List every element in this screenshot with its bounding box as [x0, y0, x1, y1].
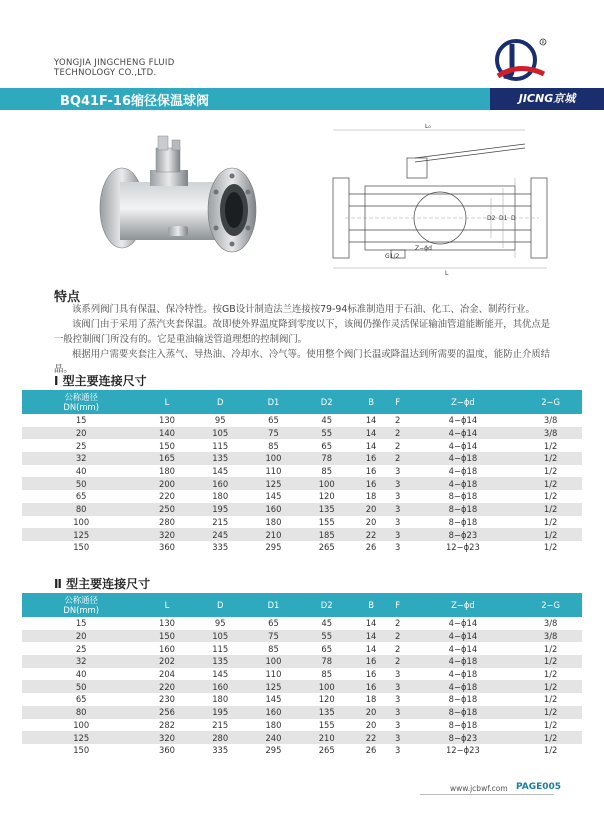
table-cell: 280 — [194, 731, 247, 744]
table-cell: 1/2 — [543, 466, 558, 477]
table-cell: 14 — [365, 618, 377, 629]
company-line-1: YONGJIA JINGCHENG FLUID — [54, 58, 175, 68]
table-cell: 14 — [353, 630, 389, 643]
company-logo — [492, 36, 548, 88]
label-zd: Z−ϕd — [415, 245, 432, 252]
table-cell: 78 — [300, 452, 353, 465]
table-cell: 204 — [158, 669, 175, 680]
column-header: D — [194, 390, 247, 414]
features-paragraph-1: 该系列阀门具有保温、保冷特性。按GB设计制造法兰连接按79-94标准制造用于石油、化工、冶金、制药行业。 — [72, 304, 535, 315]
table-cell: 3 — [395, 719, 401, 730]
table-cell: 8−ϕ18 — [448, 491, 478, 502]
table-cell: 3 — [389, 477, 407, 490]
table-cell: 80 — [22, 503, 140, 516]
table-cell: 145 — [265, 694, 282, 705]
table-cell: 85 — [321, 669, 333, 680]
table-cell: 130 — [158, 415, 175, 426]
table-cell: 2 — [395, 440, 401, 451]
column-header: Z−ϕd — [407, 390, 520, 414]
features-paragraph-3: 根据用户需要夹套注入蒸气、导热油、冷却水、冷气等。使用整个阀门长温或降温达到所需要的温度，能防止介质结晶。 — [54, 349, 551, 375]
table-cell: 220 — [140, 680, 193, 693]
table-cell: 8−ϕ18 — [448, 516, 478, 527]
table-cell: 50 — [22, 477, 140, 490]
table-cell: 1/2 — [519, 655, 582, 668]
technical-drawing — [325, 124, 555, 276]
table-cell: 155 — [318, 516, 335, 527]
brand-badge: JICNG京城 — [490, 88, 604, 110]
svg-text:R: R — [541, 40, 545, 46]
table-cell: 2 — [389, 452, 407, 465]
table-cell: 125 — [22, 731, 140, 744]
table-cell: 110 — [265, 466, 282, 477]
table-cell: 40 — [75, 466, 87, 477]
table-cell: 220 — [158, 491, 175, 502]
table-cell: 180 — [158, 466, 175, 477]
column-header: B — [353, 390, 389, 414]
table-cell: 85 — [268, 643, 279, 654]
table-cell: 360 — [158, 542, 175, 553]
table-row — [22, 706, 582, 719]
column-header: D1 — [247, 390, 300, 414]
table-cell: 245 — [194, 528, 247, 541]
table-cell: 22 — [353, 731, 389, 744]
table-cell: 215 — [212, 719, 229, 730]
page-title: BQ41F-16缩径保温球阀 — [60, 94, 210, 109]
table-cell: 3 — [395, 745, 401, 756]
table-cell: 180 — [265, 516, 282, 527]
table-cell: 4−ϕ18 — [407, 452, 520, 465]
table-row — [22, 642, 582, 655]
table-cell: 85 — [268, 440, 279, 451]
table-cell: 75 — [247, 630, 300, 643]
table-cell: 335 — [212, 745, 229, 756]
table-cell: 95 — [214, 618, 226, 629]
table-row — [22, 693, 582, 706]
table-cell: 130 — [158, 618, 175, 629]
table-cell: 1/2 — [519, 452, 582, 465]
table-cell: 4−ϕ14 — [448, 440, 478, 451]
table-cell: 265 — [318, 542, 335, 553]
table-cell: 8−ϕ18 — [407, 503, 520, 516]
table-cell: 320 — [140, 528, 193, 541]
table-cell: 145 — [265, 491, 282, 502]
table-cell: 155 — [318, 719, 335, 730]
table-cell: 140 — [140, 427, 193, 440]
table-cell: 55 — [300, 630, 353, 643]
table-cell: 3 — [395, 466, 401, 477]
table-cell: 26 — [365, 745, 377, 756]
table-row — [22, 427, 582, 440]
table-cell: 16 — [353, 655, 389, 668]
table-cell: 1/2 — [543, 745, 558, 756]
table-cell: 25 — [75, 440, 87, 451]
table-cell: 4−ϕ18 — [407, 680, 520, 693]
table-cell: 78 — [300, 655, 353, 668]
table-cell: 12−ϕ23 — [445, 745, 480, 756]
table-cell: 20 — [353, 706, 389, 719]
table-cell: 145 — [212, 669, 229, 680]
table-cell: 95 — [214, 415, 226, 426]
table-cell: 160 — [247, 503, 300, 516]
table-cell: 202 — [140, 655, 193, 668]
table-cell: 360 — [158, 745, 175, 756]
footer-divider — [420, 794, 554, 795]
table-cell: 125 — [247, 680, 300, 693]
table-cell: 180 — [212, 491, 229, 502]
table-cell: 14 — [353, 427, 389, 440]
table-cell: 14 — [365, 415, 377, 426]
table-row — [22, 731, 582, 744]
table-cell: 26 — [365, 542, 377, 553]
features-title: 特点 — [54, 290, 81, 305]
column-header: B — [353, 593, 389, 617]
title-bar — [0, 88, 604, 110]
table-cell: 2 — [389, 427, 407, 440]
features-text — [54, 302, 554, 377]
features-paragraph-2: 该阀门由于采用了蒸汽夹套保温。故即使外界温度降到零度以下，该阀仍操作灵活保证输油管道能断能开，其优点是一般控制阀门所没有的。它是重油输送管道理想的控制阀门。 — [54, 319, 551, 345]
table-cell: 1/2 — [543, 719, 558, 730]
column-header: 公称通径 DN(mm) — [22, 390, 140, 414]
column-header: 2−G — [519, 593, 582, 617]
table-row — [22, 528, 582, 541]
table-cell: 125 — [247, 477, 300, 490]
column-header: D — [194, 593, 247, 617]
table-cell: 80 — [22, 706, 140, 719]
table-cell: 100 — [247, 452, 300, 465]
table-cell: 1/2 — [543, 694, 558, 705]
table-cell: 135 — [194, 655, 247, 668]
column-header: 2−G — [519, 390, 582, 414]
label-g12: G1/2 — [385, 253, 400, 260]
table-row — [22, 617, 582, 630]
column-header: L — [140, 390, 193, 414]
table-cell: 160 — [158, 643, 175, 654]
table-cell: 180 — [265, 719, 282, 730]
table1-title: Ⅰ 型主要连接尺寸 — [54, 374, 147, 388]
table-cell: 1/2 — [543, 542, 558, 553]
table-row — [22, 490, 582, 503]
table-cell: 16 — [353, 680, 389, 693]
table-cell: 8−ϕ23 — [407, 528, 520, 541]
table-cell: 2 — [395, 415, 401, 426]
table-cell: 85 — [321, 466, 333, 477]
table-cell: 65 — [321, 643, 333, 654]
table-cell: 1/2 — [519, 528, 582, 541]
column-header: D1 — [247, 593, 300, 617]
table-cell: 3/8 — [543, 618, 558, 629]
table-row — [22, 452, 582, 465]
table-cell: 45 — [321, 415, 333, 426]
table-cell: 14 — [365, 643, 377, 654]
table-cell: 160 — [194, 680, 247, 693]
table-cell: 4−ϕ18 — [407, 477, 520, 490]
page-number: PAGE005 — [516, 782, 562, 792]
table-cell: 4−ϕ18 — [407, 655, 520, 668]
column-header: F — [389, 390, 407, 414]
table-cell: 105 — [194, 427, 247, 440]
dimension-table-type-2 — [22, 593, 582, 757]
table-cell: 215 — [212, 516, 229, 527]
table-cell: 115 — [212, 643, 229, 654]
table-cell: 4−ϕ14 — [448, 415, 478, 426]
table-cell: 100 — [73, 516, 90, 527]
table-cell: 22 — [353, 528, 389, 541]
table-cell: 280 — [158, 516, 175, 527]
table-cell: 3/8 — [543, 415, 558, 426]
table-cell: 1/2 — [543, 491, 558, 502]
table-row — [22, 668, 582, 681]
table-cell: 150 — [158, 440, 175, 451]
table-cell: 3 — [389, 731, 407, 744]
table-cell: 1/2 — [543, 669, 558, 680]
table-cell: 16 — [365, 466, 377, 477]
table-cell: 3 — [395, 694, 401, 705]
table-cell: 282 — [158, 719, 175, 730]
table-row — [22, 516, 582, 529]
table-cell: 2 — [389, 630, 407, 643]
table-cell: 295 — [265, 745, 282, 756]
table-cell: 8−ϕ18 — [448, 694, 478, 705]
table-cell: 20 — [365, 719, 377, 730]
table-cell: 65 — [321, 440, 333, 451]
table-cell: 105 — [194, 630, 247, 643]
table-cell: 65 — [268, 618, 279, 629]
table-row — [22, 541, 582, 554]
table-cell: 3/8 — [519, 630, 582, 643]
table-cell: 14 — [365, 440, 377, 451]
table-cell: 15 — [75, 415, 87, 426]
table-row — [22, 503, 582, 516]
table-cell: 1/2 — [543, 643, 558, 654]
table-cell: 75 — [247, 427, 300, 440]
label-d2: D2 — [487, 215, 496, 222]
table-cell: 8−ϕ18 — [448, 719, 478, 730]
table-cell: 1/2 — [519, 680, 582, 693]
table-row — [22, 719, 582, 732]
table-cell: 20 — [22, 630, 140, 643]
table-cell: 4−ϕ18 — [448, 669, 478, 680]
column-header: L — [140, 593, 193, 617]
table-cell: 265 — [318, 745, 335, 756]
table-header-row — [22, 390, 582, 414]
table-cell: 100 — [300, 477, 353, 490]
column-header: D2 — [300, 593, 353, 617]
label-l: L — [445, 270, 449, 276]
table-row — [22, 414, 582, 427]
table-cell: 160 — [247, 706, 300, 719]
table-cell: 65 — [75, 491, 87, 502]
table-cell: 32 — [22, 452, 140, 465]
table-cell: 3/8 — [519, 427, 582, 440]
table-cell: 185 — [300, 528, 353, 541]
table-cell: 160 — [194, 477, 247, 490]
table-cell: 18 — [365, 694, 377, 705]
table-cell: 32 — [22, 655, 140, 668]
table-cell: 210 — [300, 731, 353, 744]
table-cell: 16 — [353, 477, 389, 490]
label-l0: L₀ — [425, 124, 431, 130]
table-cell: 3 — [389, 528, 407, 541]
table-cell: 145 — [212, 466, 229, 477]
table-row — [22, 744, 582, 757]
table-cell: 3 — [395, 669, 401, 680]
table-cell: 8−ϕ18 — [407, 706, 520, 719]
table-cell: 8−ϕ23 — [407, 731, 520, 744]
table-cell: 230 — [158, 694, 175, 705]
table-cell: 65 — [268, 415, 279, 426]
table-cell: 4−ϕ18 — [448, 466, 478, 477]
table-cell: 2 — [395, 618, 401, 629]
table-cell: 120 — [318, 694, 335, 705]
table-cell: 50 — [22, 680, 140, 693]
table-cell: 3 — [389, 503, 407, 516]
table-cell: 240 — [247, 731, 300, 744]
table-cell: 295 — [265, 542, 282, 553]
table-cell: 100 — [300, 680, 353, 693]
table-cell: 165 — [140, 452, 193, 465]
table-cell: 120 — [318, 491, 335, 502]
table-cell: 110 — [265, 669, 282, 680]
table-cell: 200 — [140, 477, 193, 490]
table-row — [22, 477, 582, 490]
table-cell: 65 — [75, 694, 87, 705]
table-cell: 210 — [247, 528, 300, 541]
table-cell: 115 — [212, 440, 229, 451]
dimension-table-type-1 — [22, 390, 582, 554]
table-cell: 150 — [140, 630, 193, 643]
table-cell: 180 — [212, 694, 229, 705]
label-d1: D1 — [499, 215, 508, 222]
table-cell: 320 — [140, 731, 193, 744]
table-cell: 25 — [75, 643, 87, 654]
table2-title: Ⅱ 型主要连接尺寸 — [54, 577, 151, 591]
table-cell: 250 — [140, 503, 193, 516]
table-cell: 125 — [22, 528, 140, 541]
column-header: 公称通径 DN(mm) — [22, 593, 140, 617]
table-cell: 4−ϕ14 — [448, 643, 478, 654]
table-cell: 4−ϕ14 — [407, 630, 520, 643]
table-cell: 195 — [194, 706, 247, 719]
table-cell: 135 — [300, 503, 353, 516]
table-cell: 335 — [212, 542, 229, 553]
company-name — [54, 58, 175, 78]
column-header: Z−ϕd — [407, 593, 520, 617]
table-cell: 1/2 — [519, 477, 582, 490]
table-cell: 2 — [395, 643, 401, 654]
table-cell: 256 — [140, 706, 193, 719]
table-header-row — [22, 593, 582, 617]
table-row — [22, 439, 582, 452]
column-header: F — [389, 593, 407, 617]
company-line-2: TECHNOLOGY CO.,LTD. — [54, 68, 157, 78]
table-cell: 40 — [75, 669, 87, 680]
table-cell: 55 — [300, 427, 353, 440]
table-cell: 16 — [365, 669, 377, 680]
table-cell: 3 — [389, 680, 407, 693]
table-cell: 100 — [73, 719, 90, 730]
table-cell: 2 — [389, 655, 407, 668]
website-url: www.jcbwf.com — [450, 784, 508, 793]
table-cell: 4−ϕ14 — [407, 427, 520, 440]
table-cell: 1/2 — [519, 731, 582, 744]
table-row — [22, 655, 582, 668]
table-cell: 1/2 — [543, 516, 558, 527]
table-cell: 100 — [247, 655, 300, 668]
table-cell: 3 — [395, 491, 401, 502]
valve-photo — [92, 130, 272, 280]
table-cell: 45 — [321, 618, 333, 629]
table-cell: 1/2 — [543, 440, 558, 451]
label-d: D — [511, 215, 516, 222]
table-cell: 135 — [194, 452, 247, 465]
table-cell: 3 — [395, 516, 401, 527]
table-cell: 150 — [73, 745, 90, 756]
table-cell: 16 — [353, 452, 389, 465]
table-row — [22, 465, 582, 478]
table-cell: 1/2 — [519, 503, 582, 516]
table-cell: 1/2 — [519, 706, 582, 719]
table-row — [22, 680, 582, 693]
table-cell: 195 — [194, 503, 247, 516]
column-header: D2 — [300, 390, 353, 414]
table-cell: 20 — [353, 503, 389, 516]
table-cell: 3 — [395, 542, 401, 553]
table-cell: 20 — [365, 516, 377, 527]
table-cell: 15 — [75, 618, 87, 629]
table-cell: 18 — [365, 491, 377, 502]
table-row — [22, 630, 582, 643]
table-cell: 20 — [22, 427, 140, 440]
table-cell: 3 — [389, 706, 407, 719]
table-cell: 4−ϕ14 — [448, 618, 478, 629]
table-cell: 12−ϕ23 — [445, 542, 480, 553]
table-cell: 150 — [73, 542, 90, 553]
table-cell: 135 — [300, 706, 353, 719]
